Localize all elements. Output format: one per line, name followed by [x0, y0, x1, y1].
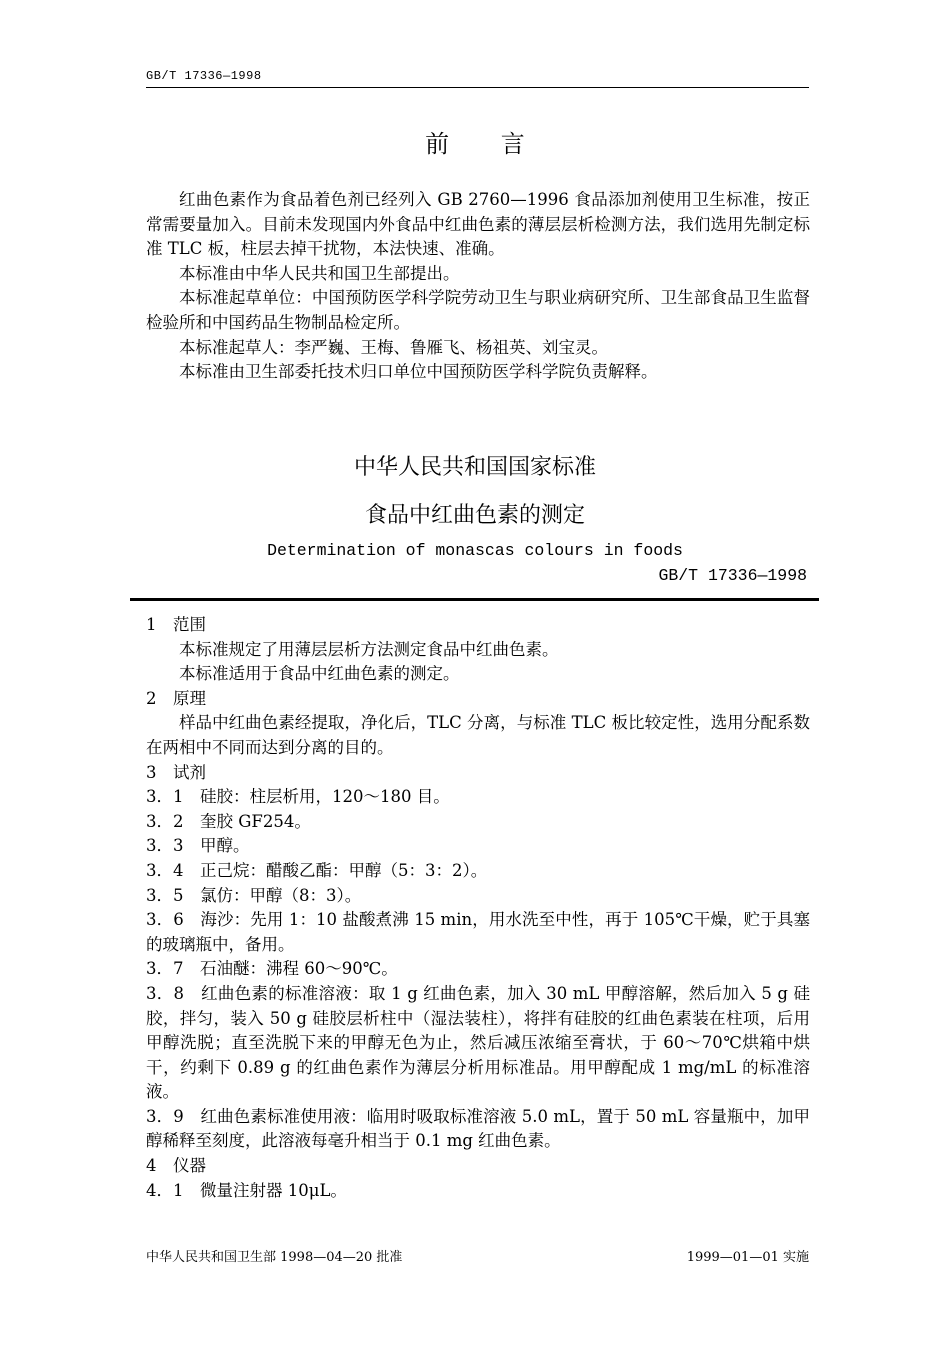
foreword-body	[146, 188, 810, 385]
standard-authority: 中华人民共和国国家标准	[353, 455, 596, 480]
foreword-paragraph: 本标准由中华人民共和国卫生部提出。	[179, 263, 460, 283]
main-body	[146, 613, 810, 1203]
document-title: 食品中红曲色素的测定	[364, 503, 585, 528]
section-heading: 4 仪器	[146, 1156, 206, 1176]
clause-item: 3．3 甲醇。	[146, 836, 250, 856]
clause-item: 3．8 红曲色素的标准溶液：取 1 g 红曲色素，加入 30 mL 甲醇溶解，然后加入 5 g 硅胶，拌匀，装入 50 g 硅胶层析柱中（湿法装柱），将拌有硅胶的红曲色素装在柱项，后用甲醇洗脱；直至洗脱下来的甲醇无色为止，然后减压浓缩至膏状，于 60～70℃烘箱中烘干，约剩下 0.89 g 的红曲色素作为薄层分析用标准品。用甲醇配成 1 mg/mL 的标准溶液。	[146, 983, 810, 1102]
section-heading: 1 范围	[146, 615, 206, 634]
foreword-paragraph: 本标准由卫生部委托技术归口单位中国预防医学科学院负责解释。	[179, 362, 658, 382]
foreword-paragraph: 本标准起草人：李严巍、王梅、鲁雁飞、杨祖英、刘宝灵。	[179, 337, 608, 357]
clause-item: 3．6 海沙：先用 1：10 盐酸煮沸 15 min，用水洗至中性，再于 105℃干燥，贮于具塞的玻璃瓶中，备用。	[146, 910, 810, 954]
foreword-paragraph: 红曲色素作为食品着色剂已经列入 GB 2760—1996 食品添加剂使用卫生标准，按正常需要量加入。目前未发现国内外食品中红曲色素的薄层层析检测方法，我们选用先制定标准 TLC 板，柱层去掉干扰物，本法快速、准确。	[146, 190, 810, 259]
implementation-date: 1999—01—01 实施	[686, 1250, 809, 1265]
clause-item: 3．4 正己烷：醋酸乙酯：甲醇（5：3：2）。	[146, 860, 488, 880]
section-heading: 3 试剂	[146, 762, 206, 782]
foreword-title: 前 言	[425, 130, 547, 158]
clause-item: 3．5 氯仿：甲醇（8：3）。	[146, 885, 362, 905]
standard-code: GB/T 17336—1998	[658, 566, 807, 585]
body-paragraph: 本标准规定了用薄层层析方法测定食品中红曲色素。	[179, 639, 559, 659]
clause-item: 3．2 奎胶 GF254。	[146, 811, 311, 831]
foreword-paragraph: 本标准起草单位：中国预防医学科学院劳动卫生与职业病研究所、卫生部食品卫生监督检验所和中国药品生物制品检定所。	[146, 288, 810, 332]
title-rule	[130, 598, 819, 601]
clause-item: 3．9 红曲色素标准使用液：临用时吸取标准溶液 5.0 mL，置于 50 mL 容量瓶中，加甲醇稀释至刻度，此溶液每毫升相当于 0.1 mg 红曲色素。	[146, 1106, 810, 1151]
section-heading: 2 原理	[146, 688, 206, 708]
approval-date: 中华人民共和国卫生部 1998—04—20 批准	[146, 1250, 403, 1265]
body-paragraph: 本标准适用于食品中红曲色素的测定。	[179, 664, 460, 684]
english-title: Determination of monascas colours in foods	[267, 541, 683, 560]
clause-item: 3．1 硅胶：柱层析用，120～180 目。	[146, 787, 450, 807]
header-standard-code: GB/T 17336—1998	[146, 69, 262, 83]
body-paragraph: 样品中红曲色素经提取，净化后，TLC 分离，与标准 TLC 板比较定性，选用分配系数在两相中不同而达到分离的目的。	[146, 713, 810, 757]
clause-item: 3．7 石油醚：沸程 60～90℃。	[146, 959, 398, 979]
header-rule	[146, 87, 809, 88]
clause-item: 4．1 微量注射器 10μL。	[146, 1180, 347, 1200]
